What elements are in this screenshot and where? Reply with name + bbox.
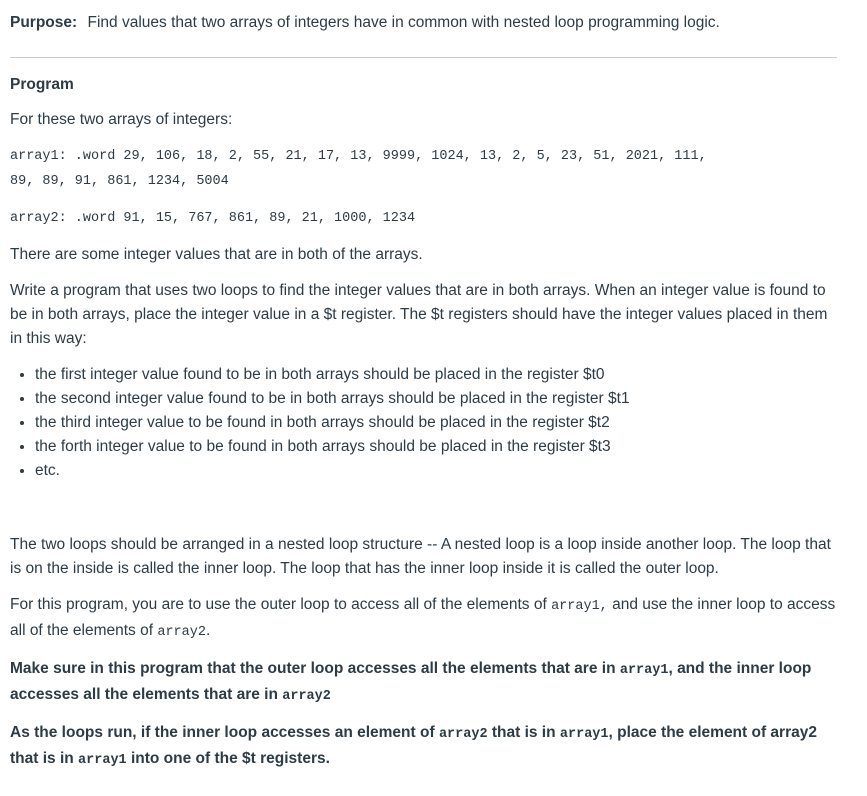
as-loops-d: into one of the $t registers. xyxy=(126,750,330,767)
list-item: • the third integer value to be found in both arrays should be placed in the register $t2 xyxy=(35,411,837,435)
code-array1: array1, xyxy=(551,599,608,614)
make-sure-b: , and the inner loop accesses all the elements that are in xyxy=(10,660,812,703)
make-sure-a: Make sure in this program that the outer loop accesses all the elements that are in xyxy=(10,660,620,677)
common-values-text: There are some integer values that are in both of the arrays. xyxy=(10,246,423,263)
arrays-intro: For these two arrays of integers: xyxy=(10,111,233,128)
list-item: • the second integer value found to be in both arrays should be placed in the register $t1 xyxy=(35,387,837,411)
as-loops-b: that is in xyxy=(487,724,560,741)
program-heading: Program xyxy=(10,76,74,93)
outer-inner-usage-text xyxy=(10,593,837,645)
make-sure-text xyxy=(10,657,837,709)
as-loops-a: As the loops run, if the inner loop accesses an element of xyxy=(10,724,439,741)
code-array1: array1 xyxy=(619,663,669,678)
code-array1: array1 xyxy=(78,753,127,768)
as-loops-run-text xyxy=(10,721,837,773)
array1-line2: 89, 89, 91, 861, 1234, 5004 xyxy=(10,174,229,189)
purpose-label: Purpose: xyxy=(10,14,78,31)
code-array2: array2 xyxy=(157,625,206,640)
list-item: • the first integer value found to be in both arrays should be placed in the register $t0 xyxy=(35,363,837,387)
code-array2: array2 xyxy=(438,727,488,742)
code-array2: array2 xyxy=(282,689,331,704)
divider xyxy=(10,57,837,58)
code-array1: array1 xyxy=(559,727,609,742)
usage-text-a: For this program, you are to use the outer loop to access all of the elements of xyxy=(10,596,552,613)
purpose-line xyxy=(10,11,837,35)
array1-line1: array1: .word 29, 106, 18, 2, 55, 21, 17, 13, 9999, 1024, 13, 2, 5, 23, 51, 2021, 111, xyxy=(10,149,707,164)
array2-declaration: array2: .word 91, 15, 767, 861, 89, 21, 1000, 1234 xyxy=(10,211,416,226)
list-item: • etc. xyxy=(35,459,837,483)
purpose-text: Find values that two arrays of integers have in common with nested loop programming logic. xyxy=(87,14,720,31)
usage-text-b: and use the inner loop to access all of the elements of xyxy=(10,596,836,639)
usage-text-c: . xyxy=(205,622,211,639)
array1-declaration xyxy=(10,144,837,194)
nested-loop-text: The two loops should be arranged in a nested loop structure -- A nested loop is a loop inside another loop. The loop that is on the inside is called the inner loop. The loop that has the inner loop inside it is called the outer loop. xyxy=(10,536,831,577)
register-list xyxy=(10,363,837,483)
write-program-text: Write a program that uses two loops to find the integer values that are in both arrays. When an integer value is found to be in both arrays, place the integer value in a $t register. The $t registers should have the integer values placed in them in this way: xyxy=(10,282,828,347)
list-item: • the forth integer value to be found in both arrays should be placed in the register $t3 xyxy=(35,435,837,459)
as-loops-c: , place the element of array2 that is in xyxy=(10,724,817,767)
